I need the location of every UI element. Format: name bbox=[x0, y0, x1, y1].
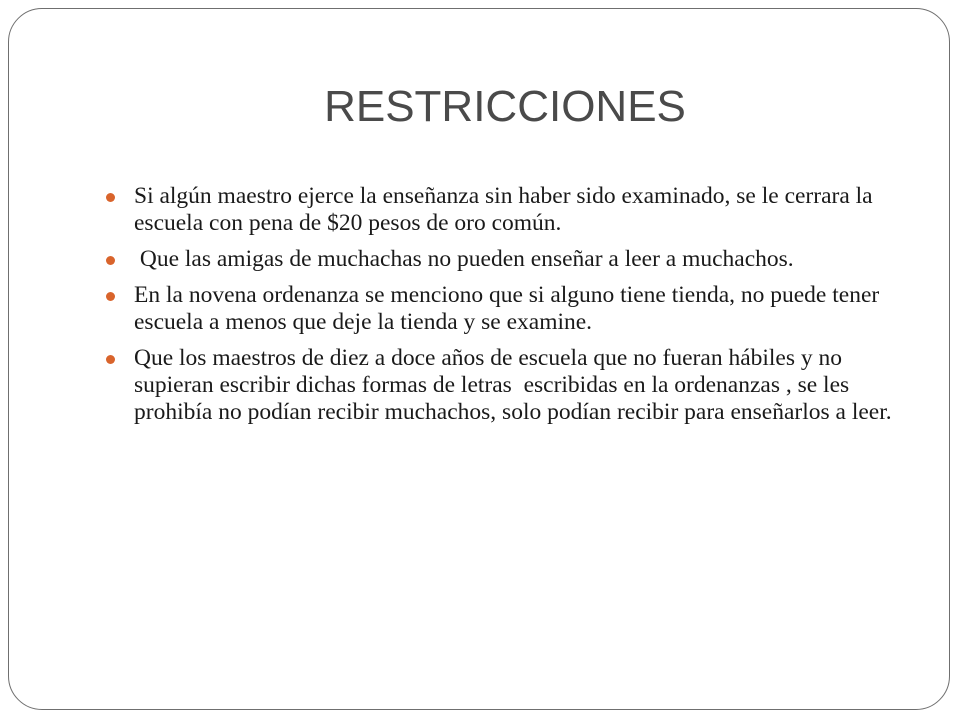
bullet-item bbox=[106, 183, 896, 237]
slide-title: RESTRICCIONES bbox=[324, 82, 686, 131]
bullet-text: Que las amigas de muchachas no pueden enseñar a leer a muchachos. bbox=[134, 246, 794, 272]
bullet-list bbox=[106, 183, 896, 435]
bullet-dot-icon bbox=[106, 292, 115, 301]
bullet-dot-icon bbox=[106, 355, 115, 364]
bullet-dot-icon bbox=[106, 193, 115, 202]
bullet-text: Si algún maestro ejerce la enseñanza sin haber sido examinado, se le cerrara la escuela con pena de $20 pesos de oro común. bbox=[134, 183, 873, 236]
bullet-dot-icon bbox=[106, 256, 115, 265]
bullet-item bbox=[106, 282, 896, 336]
bullet-item bbox=[106, 246, 896, 273]
bullet-text: En la novena ordenanza se menciono que si alguno tiene tienda, no puede tener escuela a menos que deje la tienda y se examine. bbox=[134, 282, 880, 335]
bullet-item bbox=[106, 345, 896, 426]
bullet-text: Que los maestros de diez a doce años de escuela que no fueran hábiles y no supieran escribir dichas formas de letras escribidas en la ordenanzas , se les prohibía no podían recibir muchachos, solo podían recibir para enseñarlos a leer. bbox=[134, 345, 892, 425]
